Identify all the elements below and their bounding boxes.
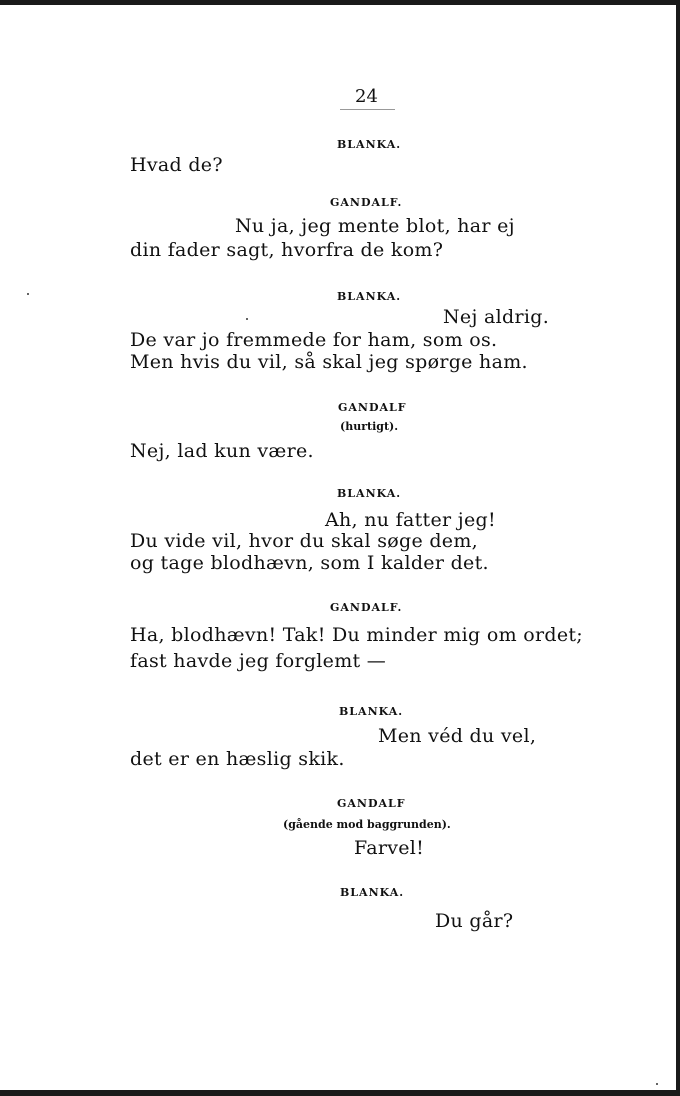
speaker-blanka: BLANKA. [337, 138, 402, 151]
scan-speck [656, 1083, 658, 1085]
scan-border-right [676, 0, 680, 1096]
speaker-gandalf: GANDALF [338, 401, 407, 414]
page-number-rule [340, 109, 395, 110]
speaker-blanka: BLANKA. [337, 290, 402, 303]
verse-line: fast havde jeg forglemt — [130, 650, 387, 672]
speaker-gandalf: GANDALF. [330, 196, 403, 209]
speaker-blanka: BLANKA. [337, 487, 402, 500]
verse-line: Du går? [435, 910, 514, 932]
speaker-blanka: BLANKA. [339, 705, 404, 718]
verse-line: Nu ja, jeg mente blot, har ej [235, 215, 515, 237]
verse-line: din fader sagt, hvorfra de kom? [130, 239, 444, 261]
page-number: 24 [355, 86, 378, 107]
scan-border-top [0, 0, 680, 5]
verse-line: det er en hæslig skik. [130, 748, 345, 770]
verse-line: Nej aldrig. [443, 306, 550, 328]
speaker-gandalf: GANDALF [337, 797, 406, 810]
verse-line: Farvel! [354, 837, 425, 859]
scan-border-bottom [0, 1090, 680, 1096]
verse-line: Ha, blodhævn! Tak! Du minder mig om ordet; [130, 624, 583, 646]
verse-line: Hvad de? [130, 154, 223, 176]
stage-direction: (gående mod baggrunden). [283, 818, 451, 831]
speaker-blanka: BLANKA. [340, 886, 405, 899]
scan-speck [246, 318, 248, 320]
verse-line: Men hvis du vil, så skal jeg spørge ham. [130, 351, 528, 373]
verse-line: Du vide vil, hvor du skal søge dem, [130, 530, 479, 552]
verse-line: og tage blodhævn, som I kalder det. [130, 552, 489, 574]
verse-line: Nej, lad kun være. [130, 440, 314, 462]
verse-line: Ah, nu fatter jeg! [325, 509, 496, 531]
verse-line: De var jo fremmede for ham, som os. [130, 329, 498, 351]
verse-line: Men véd du vel, [378, 725, 537, 747]
speaker-gandalf: GANDALF. [330, 601, 403, 614]
stage-direction: (hurtigt). [340, 420, 399, 433]
scan-speck [27, 293, 29, 295]
